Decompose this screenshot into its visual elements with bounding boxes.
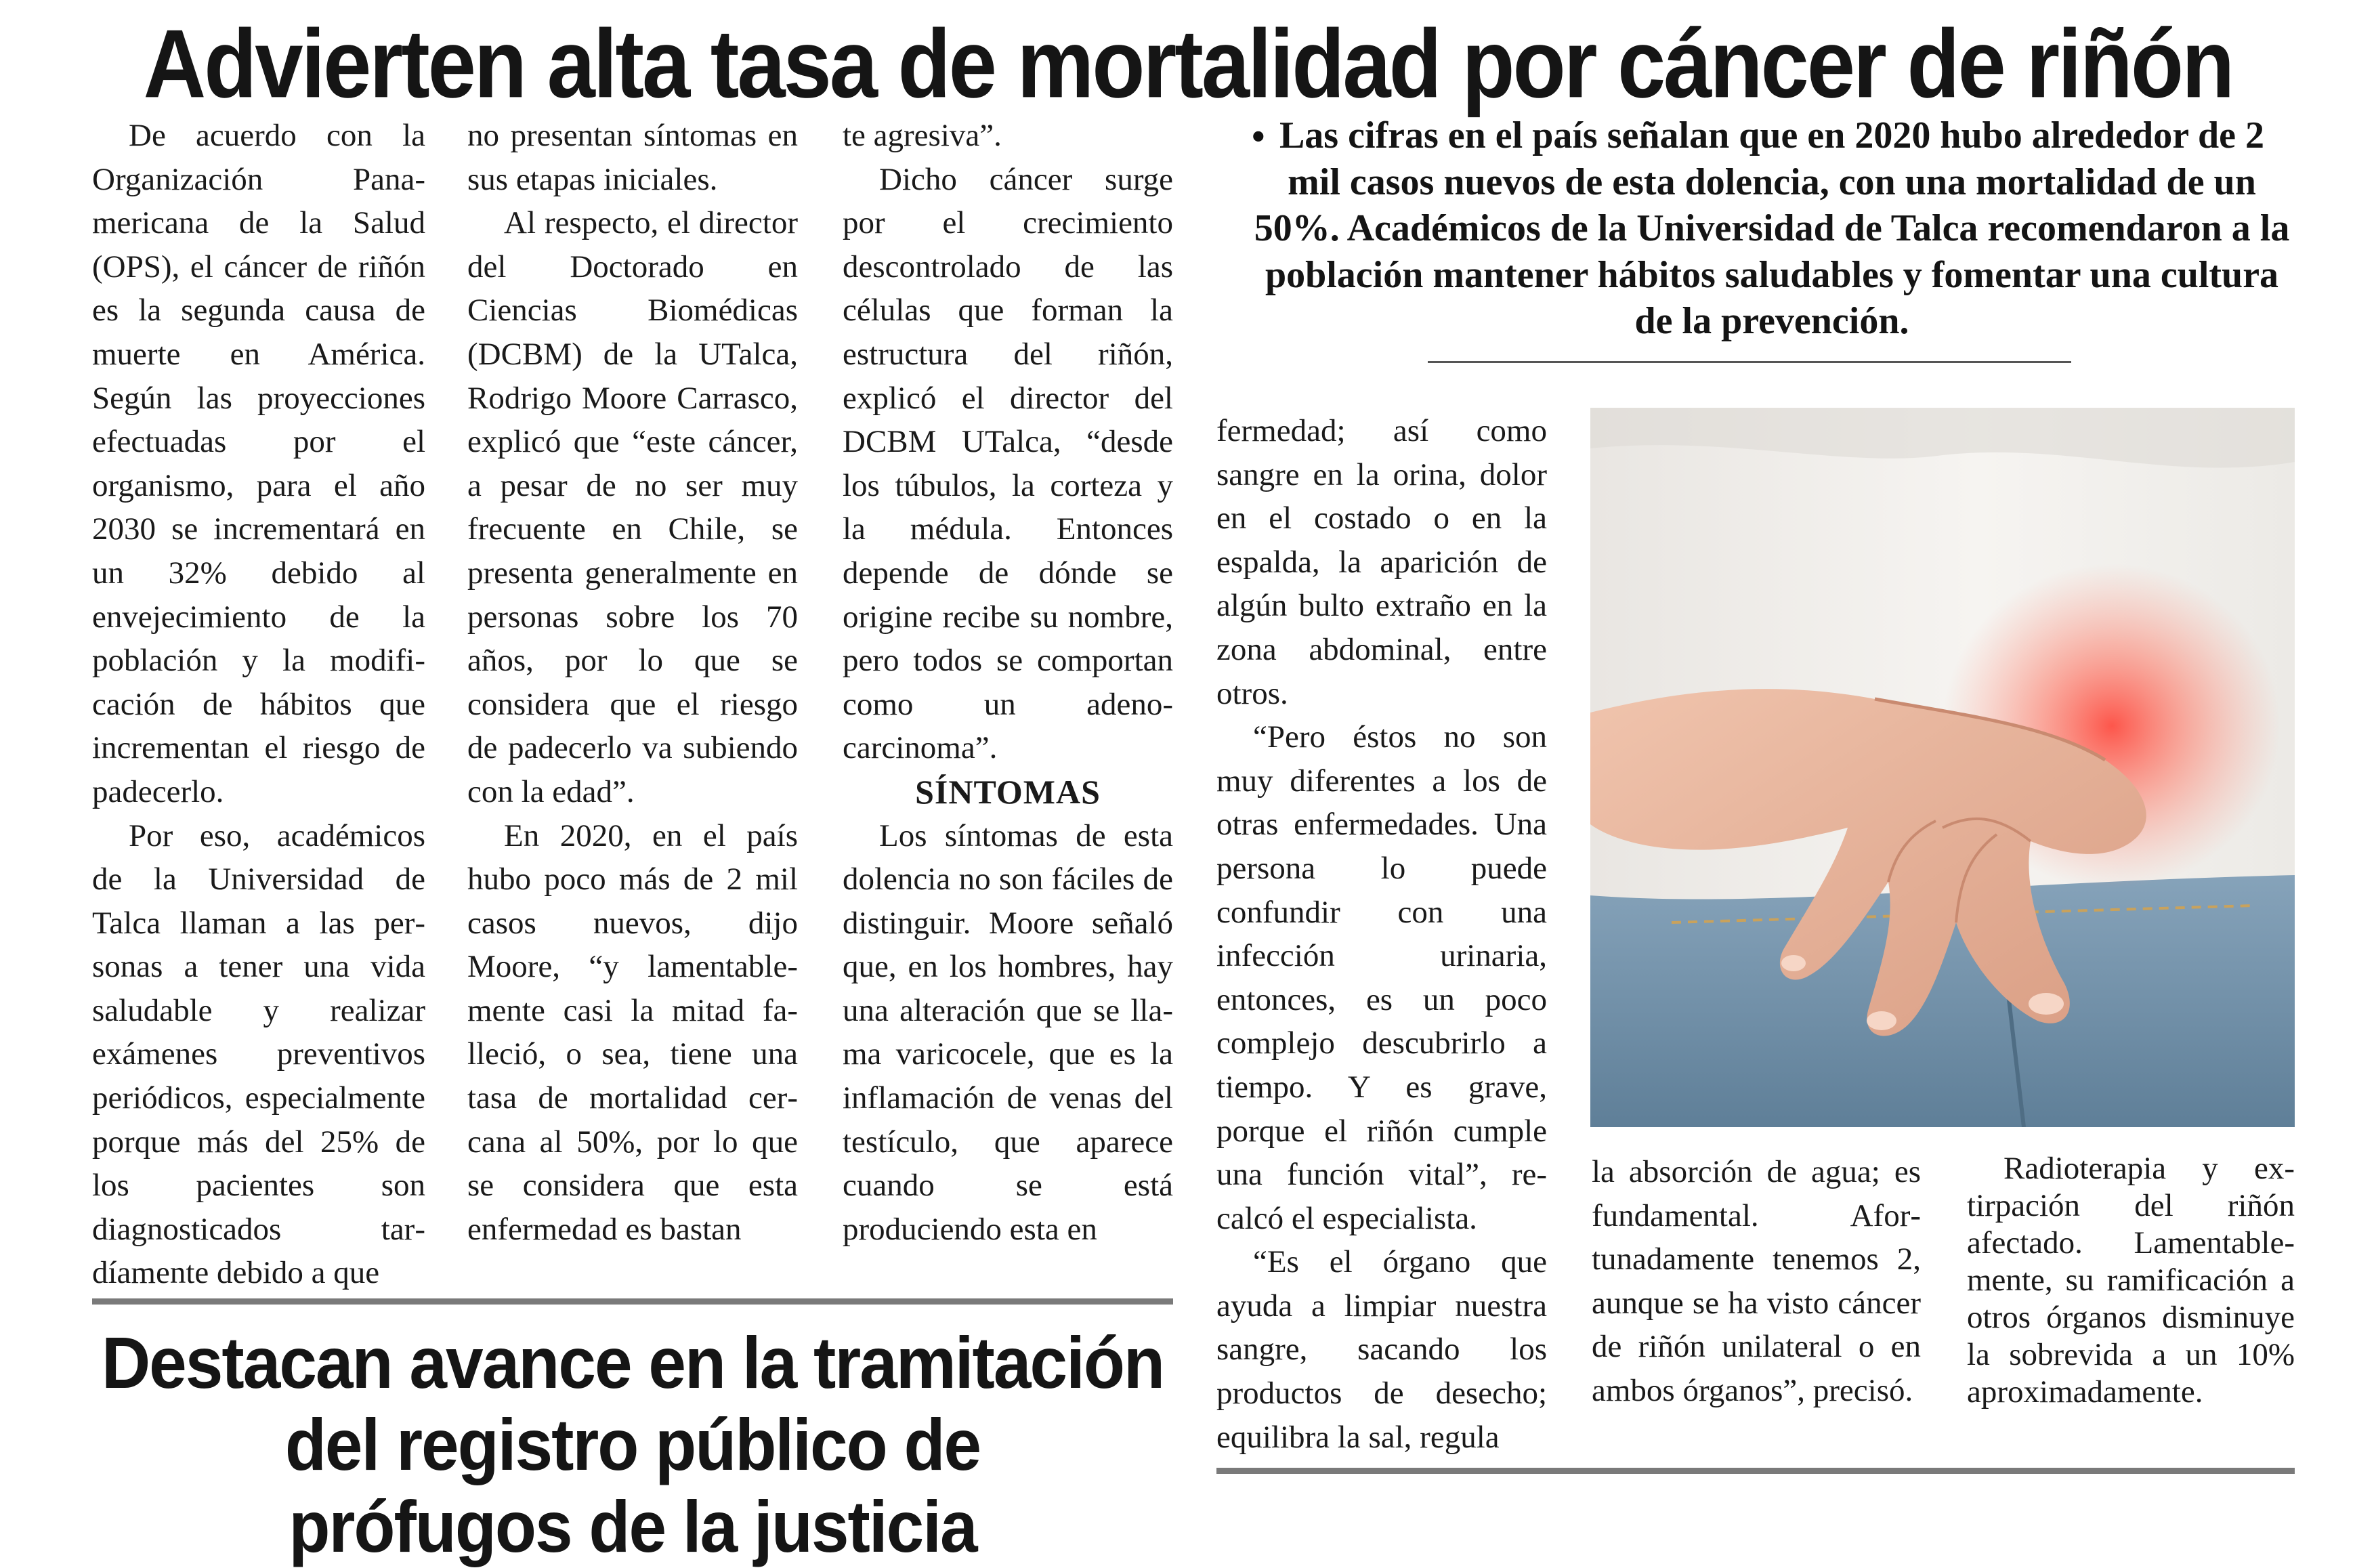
bullet-icon: •	[1252, 116, 1265, 158]
article-subhead: Las cifras en el país señalan que en 2020 hubo alrededor de 2 mil casos nuevos de esta dolencia, con una mortalidad de un 50%. Académicos de la Universidad de Talca recomendaron a la población mantener hábitos saludables y fomentar una cultura de la prevención.	[1254, 114, 2290, 342]
headline-line: prófugos de la justicia	[289, 1485, 977, 1568]
paragraph: “Es el órgano que ayuda a limpiar nuestra sangre, sacando los productos de desecho; equilibra la sal, regula	[1216, 1244, 1547, 1455]
back-pain-illustration	[1590, 408, 2295, 1127]
subhead-divider	[1428, 361, 2071, 363]
section-divider-left	[92, 1298, 1173, 1305]
paragraph: te agresiva”.	[843, 118, 1002, 153]
paragraph: De acuerdo con la Organización Panamericana de la Salud (OPS), el cáncer de riñón es la segunda causa de muerte en América. Según las proyecciones efectuadas por el organismo, para el año 2030 se incrementará en un 32% debido al envejecimiento de la población y la modificación de hábitos que incrementan el riesgo de padecerlo.	[92, 118, 425, 809]
paragraph: Dicho cáncer surge por el crecimiento descontrolado de las células que forman la estructura del riñón, explicó el director del DCBM UTalca, “desde los túbulos, la corteza y la médula. Entonces depende de dónde se origine recibe su nombre, pero todos se comportan como un adenocarcinoma”.	[843, 161, 1173, 766]
article-column-5	[1592, 1150, 1921, 1413]
article-column-2	[467, 114, 798, 1251]
main-headline: Advierten alta tasa de mortalidad por cáncer de riñón	[143, 9, 2233, 119]
paragraph: fermedad; así como sangre en la orina, dolor en el costado o en la espalda, la aparición de algún bulto extraño en la zona abdominal, entre otros.	[1216, 413, 1547, 711]
paragraph: Al respecto, el director del Doctorado en Ciencias Biomédicas (DCBM) de la UTalca, Rodrigo Moore Carrasco, explicó que “este cáncer, a pesar de no ser muy frecuente en Chile, se presenta generalmente en personas sobre los 70 años, por lo que se considera que el riesgo de padecerlo va subiendo con la edad”.	[467, 205, 798, 809]
paragraph: la absorción de agua; es fundamental. Afortunadamente tenemos 2, aunque se ha visto cáncer de riñón unilateral o en ambos órganos”, precisó.	[1592, 1154, 1921, 1408]
section-divider-right	[1216, 1468, 2295, 1474]
headline-line: del registro público de	[284, 1403, 981, 1486]
article-column-3	[843, 114, 1173, 1251]
article-column-1	[92, 114, 425, 1295]
paragraph: Por eso, académicos de la Universidad de Talca llaman a las personas a tener una vida saludable y realizar exámenes preventivos periódicos, especialmente porque más del 25% de los pacientes son diagnosticados tardíamente debido a que	[92, 818, 425, 1291]
paragraph: En 2020, en el país hubo poco más de 2 mil casos nuevos, dijo Moore, “y lamentablemente casi la mitad falleció, o sea, tiene una tasa de mortalidad cercana al 50%, por lo que se considera que esta enfermedad es bastan	[467, 818, 798, 1247]
article-column-6	[1967, 1150, 2295, 1411]
section-heading-sintomas: SÍNTOMAS	[915, 772, 1101, 811]
back-pain-photo	[1590, 408, 2295, 1127]
headline-line: Destacan avance en la tramitación	[101, 1322, 1164, 1404]
paragraph: no presentan síntomas en sus etapas iniciales.	[467, 118, 798, 197]
paragraph: Radioterapia y extirpación del riñón afectado. Lamentablemente, su ramificación a otros órganos disminuye la sobrevida a un 10% aproximadamente.	[1967, 1151, 2295, 1410]
paragraph: “Pero éstos no son muy diferentes a los de otras enfermedades. Una persona lo puede confundir con una infección urinaria, entonces, es un poco complejo descubrirlo a tiempo. Y es grave, porque el riñón cumple una función vital”, recalcó el especialista.	[1216, 719, 1547, 1236]
paragraph: Los síntomas de esta dolencia no son fáciles de distinguir. Moore señaló que, en los hombres, hay una alteración que se llama varicocele, que es la inflamación de venas del testículo, que aparece cuando se está produciendo esta en	[843, 818, 1173, 1247]
second-article-headline	[92, 1322, 1173, 1568]
article-column-4	[1216, 409, 1547, 1459]
